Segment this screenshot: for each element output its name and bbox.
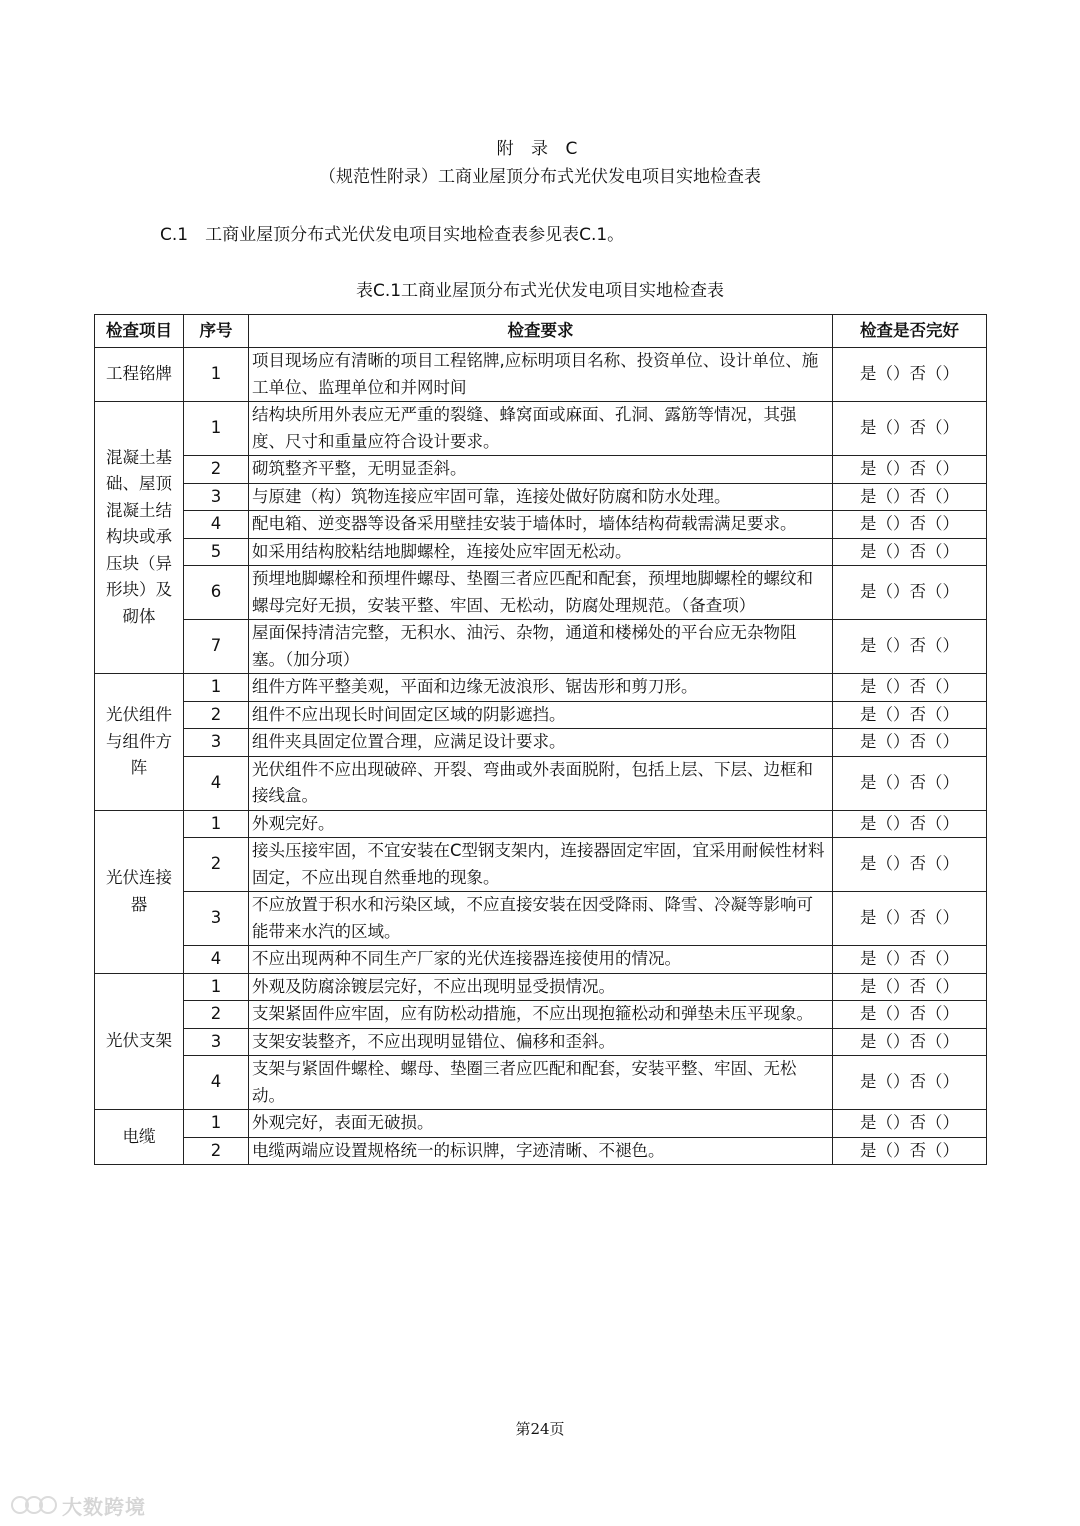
row-number-cell: 3 [184, 892, 249, 946]
table-row [95, 1001, 987, 1029]
header-category: 检查项目 [95, 315, 184, 348]
table-body [95, 348, 987, 1165]
table-row [95, 674, 987, 702]
table-row [95, 456, 987, 484]
check-status-cell: 是（）否（） [833, 1056, 987, 1110]
table-row [95, 892, 987, 946]
header-requirement: 检查要求 [249, 315, 833, 348]
watermark [10, 1490, 150, 1520]
row-number-cell: 1 [184, 674, 249, 702]
table-row [95, 620, 987, 674]
row-number-cell: 2 [184, 456, 249, 484]
row-number-cell: 7 [184, 620, 249, 674]
table-row [95, 973, 987, 1001]
table-row [95, 483, 987, 511]
requirement-cell: 预埋地脚螺栓和预埋件螺母、垫圈三者应匹配和配套，预埋地脚螺栓的螺纹和螺母完好无损，安装平整、牢固、无松动，防腐处理规范。（备查项） [249, 566, 833, 620]
watermark-logo-icon [10, 1492, 58, 1518]
table-header-row [95, 315, 987, 348]
check-status-cell: 是（）否（） [833, 1110, 987, 1138]
requirement-cell: 如采用结构胶粘结地脚螺栓，连接处应牢固无松动。 [249, 538, 833, 566]
table-row [95, 701, 987, 729]
table-row [95, 1137, 987, 1165]
row-number-cell: 2 [184, 838, 249, 892]
check-status-cell: 是（）否（） [833, 674, 987, 702]
table-row [95, 566, 987, 620]
table-row [95, 1056, 987, 1110]
row-number-cell: 4 [184, 511, 249, 539]
check-status-cell: 是（）否（） [833, 483, 987, 511]
watermark-text: 大数跨境 [62, 1494, 146, 1519]
requirement-cell: 光伏组件不应出现破碎、开裂、弯曲或外表面脱附，包括上层、下层、边框和接线盒。 [249, 756, 833, 810]
page-number: 第24页 [515, 1420, 565, 1438]
requirement-cell: 屋面保持清洁完整，无积水、油污、杂物，通道和楼梯处的平台应无杂物阻塞。（加分项） [249, 620, 833, 674]
category-cell: 混凝土基础、屋顶混凝土结构块或承压块（异形块）及砌体 [95, 402, 184, 674]
check-status-cell: 是（）否（） [833, 402, 987, 456]
row-number-cell: 1 [184, 402, 249, 456]
requirement-cell: 砌筑整齐平整，无明显歪斜。 [249, 456, 833, 484]
check-status-cell: 是（）否（） [833, 538, 987, 566]
requirement-cell: 外观完好，表面无破损。 [249, 1110, 833, 1138]
check-status-cell: 是（）否（） [833, 456, 987, 484]
requirement-cell: 外观及防腐涂镀层完好，不应出现明显受损情况。 [249, 973, 833, 1001]
check-status-cell: 是（）否（） [833, 1137, 987, 1165]
requirement-cell: 不应出现两种不同生产厂家的光伏连接器连接使用的情况。 [249, 946, 833, 974]
table-caption: 表C.1工商业屋顶分布式光伏发电项目实地检查表 [355, 281, 725, 301]
requirement-cell: 配电箱、逆变器等设备采用壁挂安装于墙体时，墙体结构荷载需满足要求。 [249, 511, 833, 539]
table-row [95, 348, 987, 402]
requirement-cell: 不应放置于积水和污染区域，不应直接安装在因受降雨、降雪、冷凝等影响可能带来水汽的区域。 [249, 892, 833, 946]
check-status-cell: 是（）否（） [833, 1001, 987, 1029]
row-number-cell: 1 [184, 1110, 249, 1138]
check-status-cell: 是（）否（） [833, 838, 987, 892]
check-status-cell: 是（）否（） [833, 810, 987, 838]
table-row [95, 946, 987, 974]
row-number-cell: 1 [184, 973, 249, 1001]
requirement-cell: 接头压接牢固，不宜安装在C型钢支架内，连接器固定牢固，宜采用耐候性材料固定，不应出现自然垂地的现象。 [249, 838, 833, 892]
row-number-cell: 3 [184, 483, 249, 511]
check-status-cell: 是（）否（） [833, 566, 987, 620]
table-row [95, 838, 987, 892]
check-status-cell: 是（）否（） [833, 892, 987, 946]
check-status-cell: 是（）否（） [833, 729, 987, 757]
row-number-cell: 1 [184, 348, 249, 402]
table-row [95, 511, 987, 539]
header-check-status: 检查是否完好 [833, 315, 987, 348]
row-number-cell: 1 [184, 810, 249, 838]
appendix-subtitle: （规范性附录）工商业屋顶分布式光伏发电项目实地检查表 [319, 167, 761, 187]
row-number-cell: 4 [184, 1056, 249, 1110]
table-row [95, 729, 987, 757]
category-cell: 电缆 [95, 1110, 184, 1165]
table-row [95, 402, 987, 456]
category-cell: 光伏支架 [95, 973, 184, 1110]
check-status-cell: 是（）否（） [833, 511, 987, 539]
row-number-cell: 3 [184, 1028, 249, 1056]
check-status-cell: 是（）否（） [833, 1028, 987, 1056]
check-status-cell: 是（）否（） [833, 946, 987, 974]
check-status-cell: 是（）否（） [833, 973, 987, 1001]
row-number-cell: 2 [184, 701, 249, 729]
table-row [95, 538, 987, 566]
appendix-title: 附 录 C [496, 139, 584, 159]
row-number-cell: 2 [184, 1001, 249, 1029]
requirement-cell: 结构块所用外表应无严重的裂缝、蜂窝面或麻面、孔洞、露筋等情况，其强度、尺寸和重量应符合设计要求。 [249, 402, 833, 456]
check-status-cell: 是（）否（） [833, 348, 987, 402]
table-row [95, 1028, 987, 1056]
requirement-cell: 组件不应出现长时间固定区域的阴影遮挡。 [249, 701, 833, 729]
row-number-cell: 4 [184, 946, 249, 974]
row-number-cell: 3 [184, 729, 249, 757]
requirement-cell: 组件夹具固定位置合理，应满足设计要求。 [249, 729, 833, 757]
row-number-cell: 2 [184, 1137, 249, 1165]
check-status-cell: 是（）否（） [833, 701, 987, 729]
category-cell: 光伏连接器 [95, 810, 184, 973]
row-number-cell: 5 [184, 538, 249, 566]
inspection-table [94, 314, 987, 1165]
requirement-cell: 支架紧固件应牢固，应有防松动措施，不应出现抱箍松动和弹垫未压平现象。 [249, 1001, 833, 1029]
requirement-cell: 项目现场应有清晰的项目工程铭牌,应标明项目名称、投资单位、设计单位、施工单位、监理单位和并网时间 [249, 348, 833, 402]
requirement-cell: 支架安装整齐，不应出现明显错位、偏移和歪斜。 [249, 1028, 833, 1056]
check-status-cell: 是（）否（） [833, 756, 987, 810]
table-row [95, 810, 987, 838]
table-row [95, 1110, 987, 1138]
row-number-cell: 6 [184, 566, 249, 620]
row-number-cell: 4 [184, 756, 249, 810]
clause-text: C.1 工商业屋顶分布式光伏发电项目实地检查表参见表C.1。 [160, 225, 625, 245]
header-number: 序号 [184, 315, 249, 348]
requirement-cell: 电缆两端应设置规格统一的标识牌，字迹清晰、不褪色。 [249, 1137, 833, 1165]
category-cell: 工程铭牌 [95, 348, 184, 402]
requirement-cell: 组件方阵平整美观，平面和边缘无波浪形、锯齿形和剪刀形。 [249, 674, 833, 702]
category-cell: 光伏组件与组件方阵 [95, 674, 184, 811]
check-status-cell: 是（）否（） [833, 620, 987, 674]
table-row [95, 756, 987, 810]
requirement-cell: 外观完好。 [249, 810, 833, 838]
requirement-cell: 与原建（构）筑物连接应牢固可靠，连接处做好防腐和防水处理。 [249, 483, 833, 511]
requirement-cell: 支架与紧固件螺栓、螺母、垫圈三者应匹配和配套，安装平整、牢固、无松动。 [249, 1056, 833, 1110]
